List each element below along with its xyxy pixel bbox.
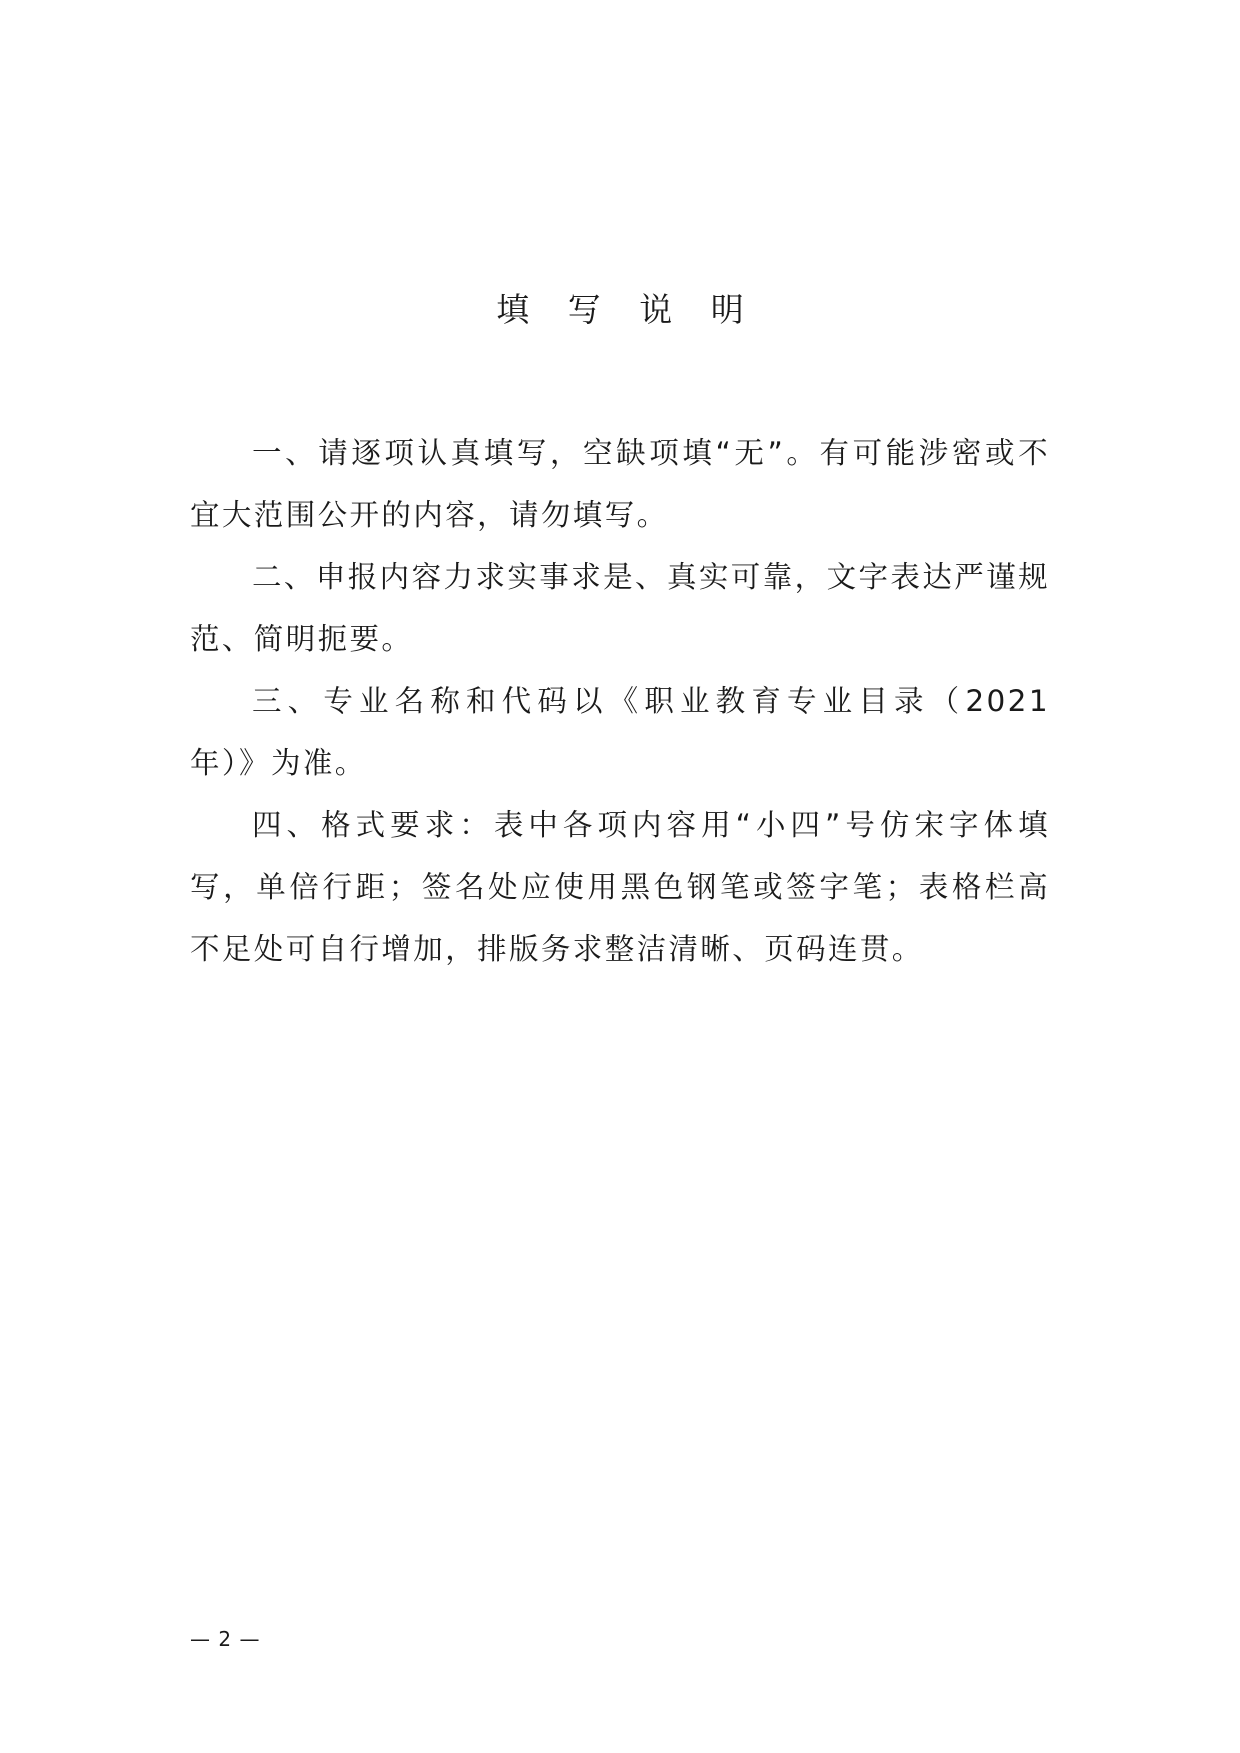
instruction-item-2: 二、申报内容力求实事求是、真实可靠，文字表达严谨规范、简明扼要。 [190,560,1050,656]
page-title: 填 写 说 明 [496,290,758,329]
instruction-item-4: 四、格式要求：表中各项内容用“小四”号仿宋字体填写，单倍行距；签名处应使用黑色钢笔或签字笔；表格栏高不足处可自行增加，排版务求整洁清晰、页码连贯。 [190,808,1050,966]
instruction-item-1: 一、请逐项认真填写，空缺项填“无”。有可能涉密或不宜大范围公开的内容，请勿填写。 [190,436,1050,532]
instructions-body [190,422,1050,980]
page-number: — 2 — [190,1627,261,1651]
instruction-item-3: 三、专业名称和代码以《职业教育专业目录（2021 年）》为准。 [190,684,1050,780]
